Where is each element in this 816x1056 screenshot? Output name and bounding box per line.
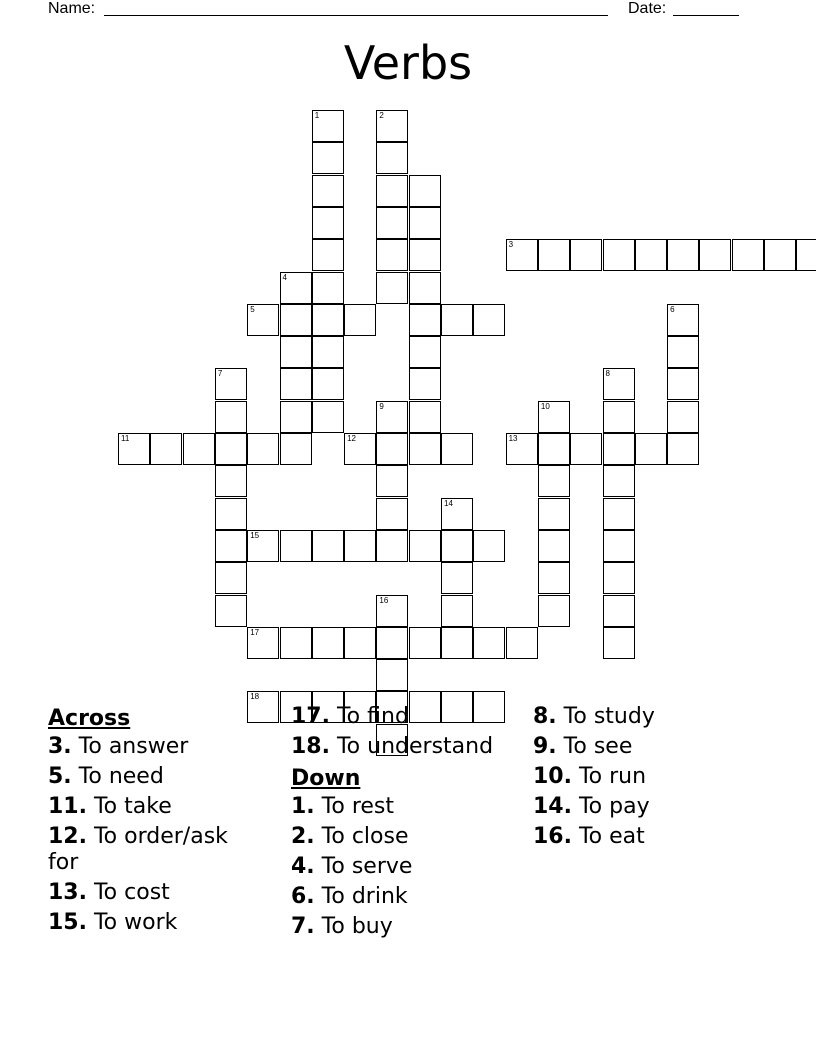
crossword-cell[interactable] — [280, 272, 312, 304]
crossword-cell[interactable] — [280, 368, 312, 400]
clue-number: 5. — [48, 764, 72, 789]
crossword-cell[interactable] — [603, 595, 635, 627]
crossword-cell[interactable] — [376, 465, 408, 497]
cell-number: 6 — [670, 304, 675, 314]
crossword-cell[interactable] — [247, 304, 279, 336]
clue-text: To cost — [93, 880, 170, 905]
crossword-cell[interactable] — [247, 433, 279, 465]
clue-item — [533, 764, 763, 790]
crossword-cell[interactable] — [312, 110, 344, 142]
crossword-cell[interactable] — [441, 304, 473, 336]
clue-number: 3. — [48, 734, 72, 759]
clue-text: To run — [578, 764, 647, 789]
clue-item — [533, 734, 763, 760]
crossword-cell[interactable] — [538, 433, 570, 465]
crossword-cell[interactable] — [441, 627, 473, 659]
clue-item — [291, 914, 521, 940]
clues — [48, 704, 778, 954]
crossword-cell[interactable] — [376, 175, 408, 207]
crossword-cell[interactable] — [280, 627, 312, 659]
crossword-cell[interactable] — [215, 401, 247, 433]
cell-number: 3 — [508, 240, 514, 250]
crossword-cell[interactable] — [409, 175, 441, 207]
down-clue-list — [291, 794, 521, 940]
clue-item — [533, 704, 763, 730]
cell-number: 7 — [217, 369, 223, 379]
clue-text: To eat — [578, 824, 645, 849]
clue-item — [533, 794, 763, 820]
crossword-cell[interactable] — [280, 304, 312, 336]
crossword-cell[interactable] — [699, 239, 731, 271]
crossword-cell[interactable] — [312, 304, 344, 336]
cell-number: 2 — [379, 111, 384, 120]
clue-text: To serve — [321, 854, 413, 879]
crossword-cell[interactable] — [570, 433, 602, 465]
clue-number: 10. — [533, 764, 572, 789]
crossword-cell[interactable] — [312, 336, 344, 368]
crossword-cell[interactable] — [441, 595, 473, 627]
clue-text: To take — [93, 794, 172, 819]
crossword-cell[interactable] — [667, 239, 699, 271]
crossword-cell[interactable] — [312, 272, 344, 304]
cell-number: 17 — [250, 627, 260, 637]
crossword-cell[interactable] — [409, 433, 441, 465]
crossword-cell[interactable] — [312, 368, 344, 400]
crossword-cell[interactable] — [376, 659, 408, 691]
crossword-cell[interactable] — [667, 336, 699, 368]
clue-item — [291, 854, 521, 880]
crossword-cell[interactable] — [376, 207, 408, 239]
clue-item — [48, 794, 263, 820]
cell-number: 4 — [282, 272, 287, 282]
crossword-cell[interactable] — [118, 433, 150, 465]
crossword-cell[interactable] — [473, 530, 505, 562]
clues-column-1 — [48, 704, 263, 940]
crossword-cell[interactable] — [603, 401, 635, 433]
crossword-cell[interactable] — [409, 401, 441, 433]
clue-item — [533, 824, 763, 850]
crossword-cell[interactable] — [506, 433, 538, 465]
date-label: Date: — [628, 0, 667, 17]
cell-number: 14 — [444, 498, 453, 508]
crossword-cell[interactable] — [538, 401, 570, 433]
crossword-cell[interactable] — [215, 530, 247, 562]
crossword-cell[interactable] — [603, 562, 635, 594]
crossword-cell[interactable] — [409, 336, 441, 368]
cell-number: 15 — [250, 530, 260, 540]
clue-item — [291, 884, 521, 910]
crossword-cell[interactable] — [538, 595, 570, 627]
cell-number: 18 — [250, 692, 260, 702]
across-clue-list — [48, 734, 263, 936]
clue-item — [48, 910, 263, 936]
crossword-cell[interactable] — [280, 433, 312, 465]
cell-number: 12 — [347, 434, 356, 443]
cell-number: 11 — [121, 434, 130, 443]
crossword-cell[interactable] — [215, 562, 247, 594]
crossword-cell[interactable] — [506, 239, 538, 271]
crossword-cell[interactable] — [344, 530, 376, 562]
across-clue-list-continued — [291, 704, 521, 760]
clue-text: To understand — [336, 734, 494, 759]
clue-number: 13. — [48, 880, 87, 905]
down-heading: Down — [291, 766, 361, 791]
clue-text: To buy — [321, 914, 393, 939]
crossword-cell[interactable] — [344, 433, 376, 465]
crossword-cell[interactable] — [538, 530, 570, 562]
crossword-cell[interactable] — [603, 465, 635, 497]
clue-number: 8. — [533, 704, 557, 729]
crossword-cell[interactable] — [473, 627, 505, 659]
crossword-cell[interactable] — [796, 239, 816, 271]
crossword-cell[interactable] — [312, 207, 344, 239]
clue-text: To pay — [578, 794, 650, 819]
crossword-cell[interactable] — [280, 401, 312, 433]
clue-number: 11. — [48, 794, 87, 819]
clue-number: 15. — [48, 910, 87, 935]
crossword-cell[interactable] — [667, 368, 699, 400]
crossword-cell[interactable] — [376, 239, 408, 271]
cell-number: 16 — [379, 595, 389, 605]
across-heading: Across — [48, 706, 131, 731]
crossword-cell[interactable] — [441, 562, 473, 594]
clue-item — [48, 824, 263, 876]
crossword-cell[interactable] — [409, 627, 441, 659]
clue-number: 2. — [291, 824, 315, 849]
crossword-cell[interactable] — [441, 530, 473, 562]
clue-text: To need — [78, 764, 164, 789]
crossword-cell[interactable] — [409, 530, 441, 562]
crossword-cell[interactable] — [376, 530, 408, 562]
crossword-cell[interactable] — [312, 142, 344, 174]
name-label: Name: — [48, 0, 96, 17]
crossword-cell[interactable] — [409, 239, 441, 271]
clues-column-3 — [533, 704, 763, 854]
clue-item — [48, 880, 263, 906]
crossword-cell[interactable] — [344, 627, 376, 659]
crossword-cell[interactable] — [376, 272, 408, 304]
clue-number: 9. — [533, 734, 557, 759]
clue-text: To find — [336, 704, 409, 729]
crossword-cell[interactable] — [376, 401, 408, 433]
clue-text: To see — [563, 734, 633, 759]
crossword-cell[interactable] — [667, 304, 699, 336]
clue-number: 6. — [291, 884, 315, 909]
crossword-cell[interactable] — [570, 239, 602, 271]
crossword-cell[interactable] — [280, 530, 312, 562]
clue-item — [291, 794, 521, 820]
crossword-cell[interactable] — [409, 304, 441, 336]
clue-item — [291, 734, 521, 760]
crossword-cell[interactable] — [183, 433, 215, 465]
crossword-cell[interactable] — [215, 433, 247, 465]
crossword-cell[interactable] — [150, 433, 182, 465]
page-title: Verbs — [343, 36, 473, 90]
clue-number: 12. — [48, 824, 87, 849]
crossword-cell[interactable] — [247, 627, 279, 659]
clue-number: 18. — [291, 734, 330, 759]
crossword-cell[interactable] — [280, 336, 312, 368]
crossword-cell[interactable] — [376, 595, 408, 627]
cell-number: 1 — [314, 111, 320, 120]
clue-text: To close — [321, 824, 409, 849]
crossword-cell[interactable] — [441, 498, 473, 530]
crossword-cell[interactable] — [538, 239, 570, 271]
clue-item — [291, 824, 521, 850]
crossword-cell[interactable] — [376, 110, 408, 142]
clue-number: 4. — [291, 854, 315, 879]
crossword-cell[interactable] — [506, 627, 538, 659]
crossword-cell[interactable] — [409, 272, 441, 304]
crossword-cell[interactable] — [538, 562, 570, 594]
crossword-cell[interactable] — [732, 239, 764, 271]
crossword-cell[interactable] — [538, 498, 570, 530]
crossword-cell[interactable] — [215, 498, 247, 530]
crossword-cell[interactable] — [376, 627, 408, 659]
clue-item — [48, 764, 263, 790]
crossword-cell[interactable] — [312, 530, 344, 562]
crossword-cell[interactable] — [312, 401, 344, 433]
crossword-cell[interactable] — [635, 239, 667, 271]
crossword-cell[interactable] — [247, 530, 279, 562]
crossword-cell[interactable] — [603, 498, 635, 530]
clue-text: To work — [93, 910, 178, 935]
cell-number: 10 — [540, 401, 550, 411]
crossword-cell[interactable] — [376, 433, 408, 465]
crossword-cell[interactable] — [376, 498, 408, 530]
clue-text: To study — [563, 704, 655, 729]
crossword-cell[interactable] — [667, 401, 699, 433]
clue-number: 1. — [291, 794, 315, 819]
clue-number: 17. — [291, 704, 330, 729]
crossword-cell[interactable] — [603, 433, 635, 465]
clue-item — [291, 704, 521, 730]
clue-text: To rest — [321, 794, 395, 819]
crossword-cell[interactable] — [538, 465, 570, 497]
clue-number: 16. — [533, 824, 572, 849]
cell-number: 8 — [605, 369, 610, 379]
crossword-cell[interactable] — [215, 465, 247, 497]
crossword-cell[interactable] — [667, 433, 699, 465]
crossword-cell[interactable] — [409, 368, 441, 400]
crossword-cell[interactable] — [409, 207, 441, 239]
crossword-cell[interactable] — [603, 239, 635, 271]
crossword-cell[interactable] — [603, 627, 635, 659]
clue-number: 14. — [533, 794, 572, 819]
cell-number: 13 — [508, 434, 518, 443]
crossword-cell[interactable] — [312, 175, 344, 207]
clue-number: 7. — [291, 914, 315, 939]
crossword-cell[interactable] — [603, 368, 635, 400]
clue-text: To order/ask for — [48, 824, 228, 875]
crossword-cell[interactable] — [473, 304, 505, 336]
crossword-cell[interactable] — [312, 627, 344, 659]
crossword-cell[interactable] — [215, 595, 247, 627]
crossword-cell[interactable] — [344, 304, 376, 336]
crossword-cell[interactable] — [603, 530, 635, 562]
crossword-cell[interactable] — [312, 239, 344, 271]
crossword-cell[interactable] — [441, 433, 473, 465]
clues-column-2 — [291, 704, 521, 944]
down-clue-list-continued — [533, 704, 763, 850]
crossword-cell[interactable] — [764, 239, 796, 271]
crossword-cell[interactable] — [376, 142, 408, 174]
cell-number: 9 — [379, 401, 384, 411]
crossword-cell[interactable] — [215, 368, 247, 400]
clue-text: To answer — [78, 734, 189, 759]
crossword-cell[interactable] — [635, 433, 667, 465]
clue-text: To drink — [321, 884, 408, 909]
clue-item — [48, 734, 263, 760]
cell-number: 5 — [250, 304, 255, 314]
